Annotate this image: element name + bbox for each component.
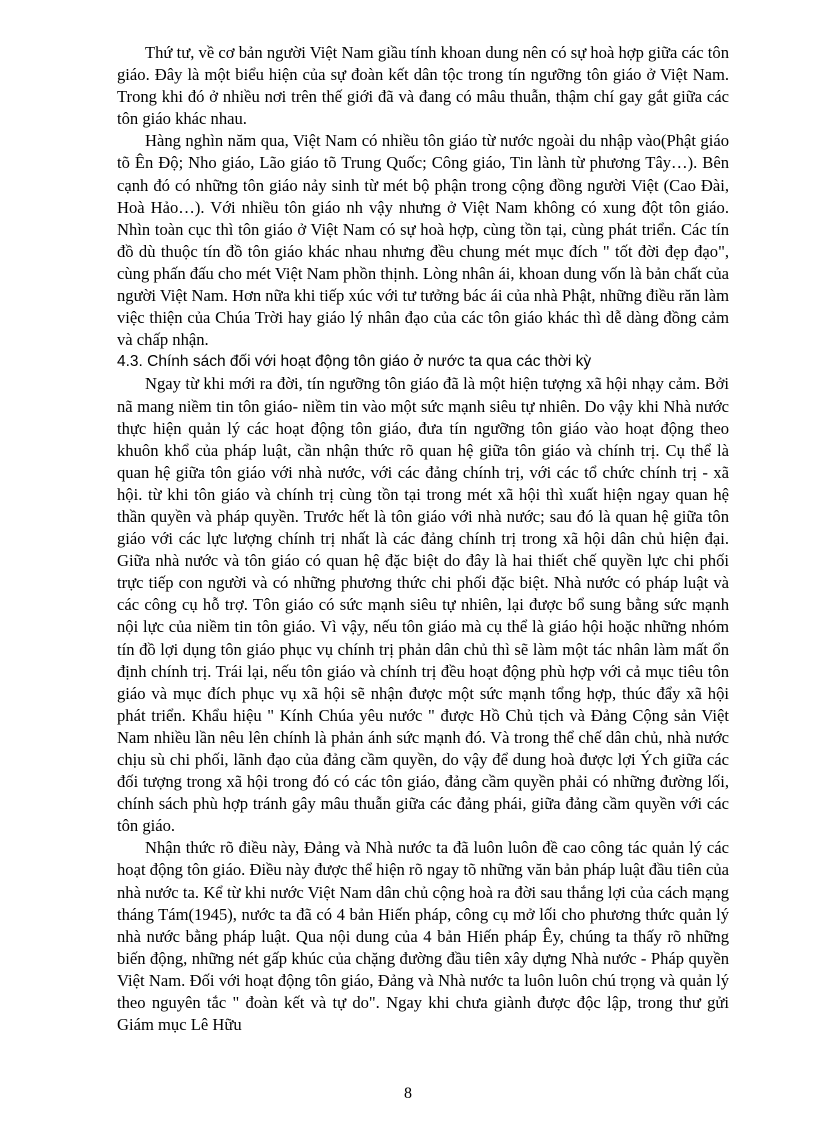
document-page [117, 42, 729, 1036]
paragraph-religion-politics: Ngay từ khi mới ra đời, tín ngưỡng tôn giáo đã là một hiện tượng xã hội nhạy cảm. Bởi nã mang niềm tin tôn giáo- niềm tin vào một sức mạnh siêu tự nhiên. Do vậy khi Nhà nước thực hiện quản lý các hoạt động tôn giáo, đưa tín ngưỡng tôn giáo vào hoạt động theo khuôn khổ của pháp luật, cần nhận thức rõ quan hệ giữa tôn giáo và chính trị. Cụ thể là quan hệ giữa tôn giáo với nhà nước, với các đảng chính trị, với các tổ chức chính trị - xã hội. từ khi tôn giáo và chính trị cùng tồn tại trong mét xã hội thì xuất hiện ngay quan hệ thần quyền và pháp quyền. Trước hết là tôn giáo với nhà nước; sau đó là quan hệ giữa tôn giáo với các lực lượng chính trị nhất là các đảng chính trị trong xã hội dân chủ hiện đại. Giữa nhà nước và tôn giáo có quan hệ đặc biệt do đây là hai thiết chế quyền lực chi phối trực tiếp con người và có những phương thức chi phối đặc biệt. Nhà nước có pháp luật và các công cụ hỗ trợ. Tôn giáo có sức mạnh siêu tự nhiên, lại được bổ sung bằng sức mạnh nội lực của niềm tin tôn giáo. Vì vậy, nếu tôn giáo mà cụ thể là giáo hội hoặc những nhóm tín đồ lợi dụng tôn giáo phục vụ chính trị phản dân chủ thì sẽ làm một tác nhân làm mất ổn định chính trị. Trái lại, nếu tôn giáo và chính trị đều hoạt động phù hợp với cả mục tiêu tôn giáo và mục đích phục vụ xã hội sẽ nhận được một sức mạnh tổng hợp, thúc đẩy xã hội phát triển. Khẩu hiệu " Kính Chúa yêu nước " được Hồ Chủ tịch và Đảng Cộng sản Việt Nam nhiều lần nêu lên chính là phản ánh sức mạnh đó. Và trong thể chế dân chủ, nhà nước chịu sù chi phối, lãnh đạo của đảng cầm quyền, do vậy để dung hoà được lợi Ých giữa các đối tượng trong xã hội trong đó có các tôn giáo, đảng cầm quyền phải có những đường lối, chính sách phù hợp tránh gây mâu thuẫn giữa các đảng phái, giữa đảng cầm quyền với các tôn giáo. [117, 374, 729, 836]
paragraph-religious-harmony: Thứ tư, về cơ bản người Việt Nam giầu tính khoan dung nên có sự hoà hợp giữa các tôn giáo. Đây là một biểu hiện của sự đoàn kết dân tộc trong tín ngưỡng tôn giáo ở Việt Nam. Trong khi đó ở nhiều nơi trên thế giới đã và đang có mâu thuẫn, thậm chí gay gắt giữa các tôn giáo khác nhau. [117, 43, 729, 129]
page-number: 8 [404, 1085, 412, 1102]
paragraph-state-management: Nhận thức rõ điều này, Đảng và Nhà nước ta đã luôn luôn đề cao công tác quản lý các hoạt động tôn giáo. Điều này được thể hiện rõ ngay tõ những văn bản pháp luật đầu tiên của nhà nước ta. Kể từ khi nước Việt Nam dân chủ cộng hoà ra đời sau thắng lợi của cách mạng tháng Tám(1945), nước ta đã có 4 bản Hiến pháp, công cụ mở lối cho phương thức quản lý nhà nước bằng pháp luật. Qua nội dung của 4 bản Hiến pháp Êy, chúng ta thấy rõ những biến động, những nét gấp khúc của chặng đường đầu tiên xây dựng Nhà nước - Pháp quyền Việt Nam. Đối với hoạt động tôn giáo, Đảng và Nhà nước ta luôn luôn chú trọng và quản lý theo nguyên tắc " đoàn kết và tự do". Ngay khi chưa giành được độc lập, trong thư gửi Giám mục Lê Hữu [117, 838, 729, 1035]
section-heading: 4.3. Chính sách đối với hoạt động tôn giáo ở nước ta qua các thời kỳ [117, 353, 592, 371]
paragraph-foreign-religions: Hàng nghìn năm qua, Việt Nam có nhiều tôn giáo từ nước ngoài du nhập vào(Phật giáo tõ Ên Độ; Nho giáo, Lão giáo tõ Trung Quốc; Công giáo, Tin lành từ phương Tây…). Bên cạnh đó có những tôn giáo nảy sinh từ mét bộ phận trong cộng đồng người Việt (Cao Đài, Hoà Hảo…). Với nhiều tôn giáo nh vậy nhưng ở Việt Nam không có xung đột tôn giáo. Nhìn toàn cục thì tôn giáo ở Việt Nam có sự hoà hợp, cùng tồn tại, cùng phát triển. Các tín đồ dù thuộc tín đồ tôn giáo khác nhau nhưng đều chung mét mục đích " tốt đời đẹp đạo", cùng phấn đấu cho mét Việt Nam phồn thịnh. Lòng nhân ái, khoan dung vốn là bản chất của người Việt Nam. Hơn nữa khi tiếp xúc với tư tưởng bác ái của nhà Phật, những điều răn làm việc thiện của Chúa Trời hay giáo lý nhân đạo của các tôn giáo khác thì dễ dàng đồng cảm và chấp nhận. [117, 131, 729, 350]
